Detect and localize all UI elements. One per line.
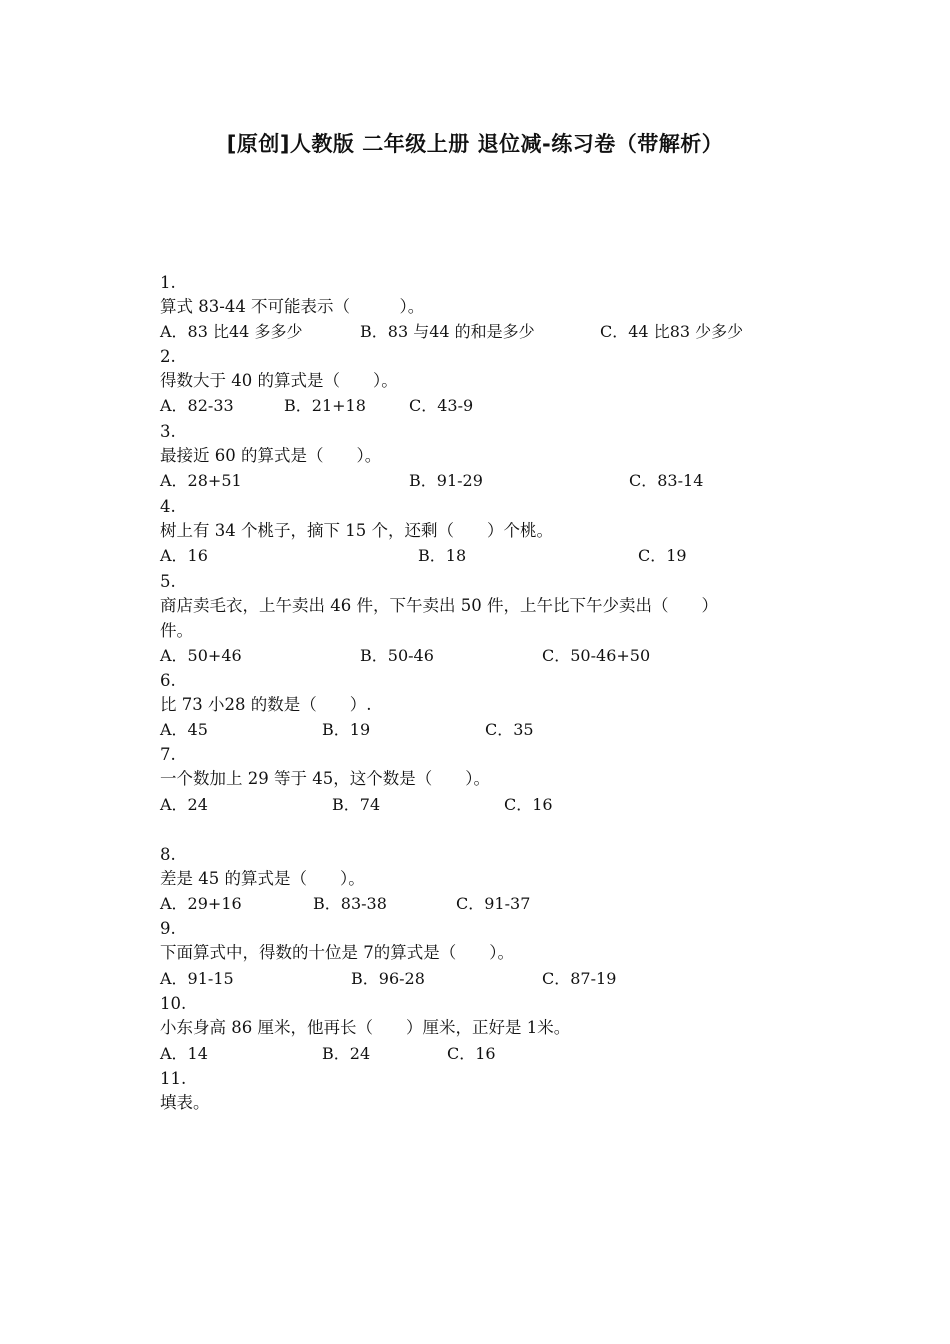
option-c: C．83-14 bbox=[629, 471, 704, 490]
option-b: B．21+18 bbox=[284, 396, 366, 415]
question-text: 小东身高 86 厘米，他再长（ ）厘米，正好是 1米。 bbox=[160, 1018, 571, 1037]
option-b: B．19 bbox=[322, 720, 371, 739]
option-a: A．91-15 bbox=[160, 969, 234, 988]
option-a: A．16 bbox=[160, 546, 208, 565]
question-number: 11. bbox=[160, 1069, 187, 1088]
option-c: C．91-37 bbox=[456, 894, 531, 913]
option-c: C．87-19 bbox=[542, 969, 617, 988]
option-a: A．24 bbox=[160, 795, 208, 814]
option-a: A．50+46 bbox=[160, 646, 242, 665]
option-c: C．19 bbox=[638, 546, 687, 565]
question-text: 比 73 小28 的数是（ ）. bbox=[160, 695, 372, 714]
option-b: B．24 bbox=[322, 1044, 371, 1063]
option-a: A．14 bbox=[160, 1044, 208, 1063]
option-c: C．16 bbox=[447, 1044, 496, 1063]
question-text: 最接近 60 的算式是（ ）。 bbox=[160, 446, 382, 465]
question-number: 4. bbox=[160, 497, 176, 516]
question-text: 下面算式中，得数的十位是 7的算式是（ ）。 bbox=[160, 943, 514, 962]
option-b: B．74 bbox=[332, 795, 381, 814]
question-number: 8. bbox=[160, 845, 176, 864]
option-a: A．83 比44 多多少 bbox=[160, 322, 303, 341]
question-number: 3. bbox=[160, 422, 176, 441]
question-number: 6. bbox=[160, 671, 176, 690]
question-text: 得数大于 40 的算式是（ ）。 bbox=[160, 371, 398, 390]
option-b: B．50-46 bbox=[360, 646, 434, 665]
question-text: 填表。 bbox=[160, 1093, 210, 1112]
question-text: 树上有 34 个桃子，摘下 15 个，还剩（ ）个桃。 bbox=[160, 521, 553, 540]
question-text-continued: 件。 bbox=[160, 621, 193, 640]
question-text: 算式 83-44 不可能表示（ ）。 bbox=[160, 297, 425, 316]
option-a: A．82-33 bbox=[160, 396, 234, 415]
question-text: 差是 45 的算式是（ ）。 bbox=[160, 869, 365, 888]
option-c: C．50-46+50 bbox=[542, 646, 651, 665]
option-b: B．96-28 bbox=[351, 969, 425, 988]
option-b: B．91-29 bbox=[409, 471, 483, 490]
question-number: 5. bbox=[160, 572, 176, 591]
option-a: A．45 bbox=[160, 720, 208, 739]
option-c: C．43-9 bbox=[409, 396, 474, 415]
page-title: [原创]人教版 二年级上册 退位减-练习卷（带解析） bbox=[226, 132, 724, 156]
question-number: 10. bbox=[160, 994, 187, 1013]
question-text: 一个数加上 29 等于 45，这个数是（ ）。 bbox=[160, 769, 490, 788]
option-c: C．44 比83 少多少 bbox=[600, 322, 744, 341]
question-number: 2. bbox=[160, 347, 176, 366]
option-c: C．16 bbox=[504, 795, 553, 814]
option-c: C．35 bbox=[485, 720, 534, 739]
option-a: A．28+51 bbox=[160, 471, 242, 490]
question-number: 9. bbox=[160, 919, 176, 938]
question-number: 7. bbox=[160, 745, 176, 764]
question-text: 商店卖毛衣，上午卖出 46 件，下午卖出 50 件，上午比下午少卖出（ ） bbox=[160, 596, 718, 615]
option-a: A．29+16 bbox=[160, 894, 242, 913]
option-b: B．83-38 bbox=[313, 894, 387, 913]
option-b: B．83 与44 的和是多少 bbox=[360, 322, 535, 341]
question-number: 1. bbox=[160, 273, 176, 292]
option-b: B．18 bbox=[418, 546, 467, 565]
